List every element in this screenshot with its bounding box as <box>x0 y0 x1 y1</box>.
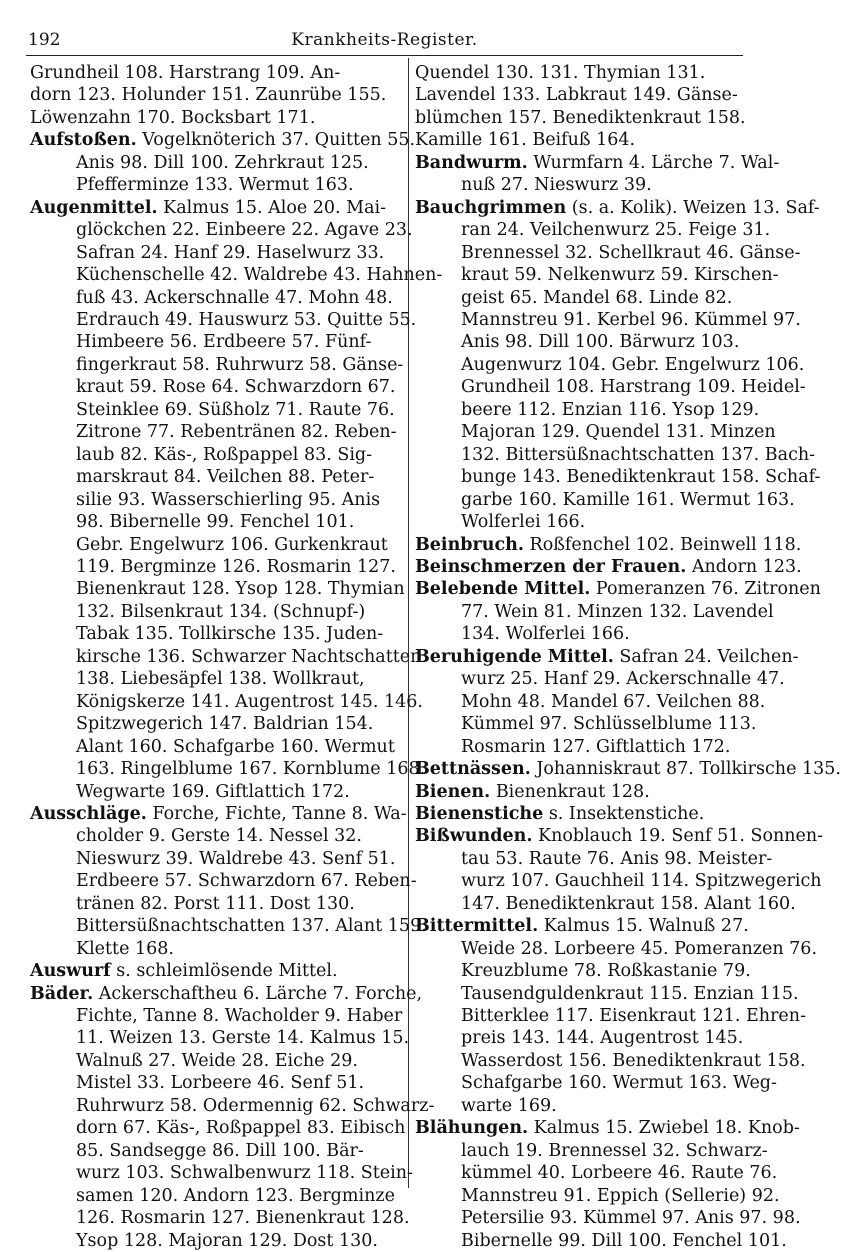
entry-text: Mistel 33. Lorbeere 46. Senf 51. <box>76 1073 365 1094</box>
entry-text: Löwenzahn 170. Bocksbart 171. <box>30 107 316 128</box>
index-term: Beruhigende Mittel. <box>415 646 614 667</box>
entry-text: Erdrauch 49. Hauswurz 53. Quitte 55. <box>76 309 417 330</box>
entry-line <box>30 489 400 511</box>
entry-line <box>415 1185 780 1207</box>
entry-line <box>30 219 413 241</box>
index-term: Bandwurm. <box>415 152 528 173</box>
entry-text: Mohn 48. Mandel 67. Veilchen 88. <box>461 691 766 712</box>
index-term: Belebende Mittel. <box>415 579 591 600</box>
entry-text: Weide 28. Lorbeere 45. Pomeranzen 76. <box>461 938 818 959</box>
entry-first-line <box>30 129 416 151</box>
entry-line <box>30 848 400 870</box>
index-term: Bittermittel. <box>415 916 539 937</box>
index-term: Bauchgrimmen <box>415 197 567 218</box>
entry-text: Erdbeere 57. Schwarzdorn 67. Reben- <box>76 871 417 892</box>
entry-line <box>415 848 773 870</box>
entry-line <box>415 444 816 466</box>
entry-text: kraut 59. Nelkenwurz 59. Kirschen- <box>461 265 779 286</box>
running-title: Krankheits-Register. <box>291 30 478 50</box>
entry-line <box>415 242 801 264</box>
entry-line <box>30 309 417 331</box>
entry-line <box>30 893 400 915</box>
entry-line <box>415 399 760 421</box>
entry-line <box>415 331 751 353</box>
entry-line <box>415 1095 751 1117</box>
entry-text: Quendel 130. 131. Thymian 131. <box>415 63 706 83</box>
entry-first-line <box>415 915 751 937</box>
entry-text: Steinklee 69. Süßholz 71. Raute 76. <box>76 399 395 420</box>
entry-text: 85. Sandsegge 86. Dill 100. Bär- <box>76 1140 364 1161</box>
index-entry-ausschlaege <box>30 803 427 960</box>
entry-line <box>30 623 400 645</box>
entry-text: kraut 59. Rose 64. Schwarzdorn 67. <box>76 377 396 398</box>
index-term: Bißwunden. <box>415 826 533 847</box>
entry-text: dorn 123. Holunder 151. Zaunrübe 155. <box>30 85 387 106</box>
entry-line <box>415 489 795 511</box>
entry-line <box>415 1162 778 1184</box>
entry-text: 126. Rosmarin 127. Bienenkraut 128. <box>76 1208 410 1229</box>
entry-first-line <box>415 758 841 780</box>
entry-text: Wegwarte 169. Giftlattich 172. <box>76 781 350 802</box>
entry-first-line <box>415 62 751 84</box>
entry-text: Klette 168. <box>76 938 174 959</box>
entry-line <box>415 84 751 106</box>
entry-line <box>30 870 417 892</box>
entry-text: Kalmus 15. Zwiebel 18. Knob- <box>528 1118 800 1139</box>
entry-line <box>30 242 400 264</box>
entry-text: Ackerschaftheu 6. Lärche 7. Forche, <box>93 983 423 1004</box>
entry-line <box>30 534 400 556</box>
entry-text: s. Insektenstiche. <box>543 803 705 824</box>
entry-line <box>30 399 400 421</box>
index-term: Beinbruch. <box>415 534 524 555</box>
index-entry-cont <box>415 62 751 152</box>
entry-text: kirsche 136. Schwarzer Nachtschatten <box>76 646 422 667</box>
entry-text: wurz 25. Hanf 29. Ackerschnalle 47. <box>461 669 785 690</box>
entry-line <box>30 1005 403 1027</box>
page-number: 192 <box>28 30 61 50</box>
entry-text: Schafgarbe 160. Wermut 163. Weg- <box>461 1073 777 1094</box>
entry-text: 132. Bittersüßnachtschatten 137. Bach- <box>461 444 816 465</box>
entry-line <box>415 1207 801 1229</box>
entry-text: Majoran 129. Quendel 131. Minzen <box>461 422 776 443</box>
index-term: Ausschläge. <box>30 803 147 824</box>
entry-line <box>30 556 400 578</box>
entry-line <box>415 1230 787 1252</box>
entry-text: Grundheil 108. Harstrang 109. An- <box>30 63 341 83</box>
entry-text: (s. a. Kolik). Weizen 13. Saf- <box>566 197 820 218</box>
entry-line <box>415 623 751 645</box>
entry-text: Augenwurz 104. Gebr. Engelwurz 106. <box>461 354 805 375</box>
entry-text: fuß 43. Ackerschnalle 47. Mohn 48. <box>76 287 393 308</box>
entry-text: samen 120. Andorn 123. Bergminze <box>76 1185 395 1206</box>
index-entry-baeder <box>30 983 435 1252</box>
entry-line <box>415 1027 751 1049</box>
entry-text: s. schleimlösende Mittel. <box>110 961 338 982</box>
page-header <box>26 30 743 58</box>
entry-text: 134. Wolferlei 166. <box>461 624 630 645</box>
entry-line <box>30 1027 410 1049</box>
entry-text: Gebr. Engelwurz 106. Gurkenkraut <box>76 534 388 555</box>
entry-line <box>30 691 423 713</box>
entry-text: Bienenkraut 128. Ysop 128. Thymian <box>76 579 405 600</box>
entry-text: nuß 27. Nieswurz 39. <box>461 175 652 196</box>
entry-text: Mannstreu 91. Kerbel 96. Kümmel 97. <box>461 309 801 330</box>
entry-text: Wolferlei 166. <box>461 512 586 533</box>
entry-line <box>30 84 400 106</box>
entry-line <box>30 376 400 398</box>
index-entry-belebende <box>415 578 821 645</box>
entry-first-line <box>30 803 407 825</box>
entry-first-line <box>415 803 751 825</box>
entry-line <box>415 1005 806 1027</box>
entry-text: beere 112. Enzian 116. Ysop 129. <box>461 399 760 420</box>
entry-text: Andorn 123. <box>686 556 802 577</box>
index-entry-bettnaessen <box>415 758 841 780</box>
entry-line <box>415 1050 806 1072</box>
entry-line <box>30 287 400 309</box>
entry-line <box>30 668 400 690</box>
entry-line <box>415 376 806 398</box>
entry-text: bunge 143. Benediktenkraut 158. Schaf- <box>461 467 821 488</box>
index-entry-bienenstiche <box>415 803 751 825</box>
entry-text: 119. Bergminze 126. Rosmarin 127. <box>76 556 396 577</box>
right-column <box>415 62 841 1252</box>
entry-first-line <box>30 960 400 982</box>
entry-first-line <box>415 825 824 847</box>
index-term: Bettnässen. <box>415 759 531 780</box>
entry-text: Knoblauch 19. Senf 51. Sonnen- <box>532 826 824 847</box>
index-entry-blaehungen <box>415 1117 801 1252</box>
entry-text: 147. Benediktenkraut 158. Alant 160. <box>461 893 796 914</box>
entry-line <box>30 713 400 735</box>
index-entry-bisswunden <box>415 825 824 915</box>
entry-line <box>30 466 400 488</box>
entry-text: Anis 98. Dill 100. Zehrkraut 125. <box>76 152 369 173</box>
left-column <box>30 62 443 1252</box>
index-term: Bienenstiche <box>415 803 544 824</box>
entry-text: Bibernelle 99. Dill 100. Fenchel 101. <box>461 1230 787 1251</box>
entry-line <box>415 219 771 241</box>
entry-text: 132. Bilsenkraut 134. (Schnupf-) <box>76 601 366 622</box>
entry-line <box>30 331 400 353</box>
entry-first-line <box>30 62 400 84</box>
entry-line <box>415 354 805 376</box>
entry-first-line <box>415 646 799 668</box>
entry-text: warte 169. <box>461 1095 557 1116</box>
entry-line <box>415 983 799 1005</box>
entry-text: Kreuzblume 78. Roßkastanie 79. <box>461 961 751 982</box>
entry-text: Tausendguldenkraut 115. Enzian 115. <box>461 983 799 1004</box>
entry-line <box>415 264 779 286</box>
entry-text: wurz 107. Gauchheil 114. Spitzwegerich <box>461 871 822 892</box>
entry-line <box>415 736 751 758</box>
index-entry-beinschmerzen <box>415 556 802 578</box>
entry-text: Spitzwegerich 147. Baldrian 154. <box>76 714 374 735</box>
index-entry-augenmittel <box>30 197 443 803</box>
entry-line <box>415 1140 768 1162</box>
entry-line <box>415 1072 777 1094</box>
entry-line <box>30 915 427 937</box>
entry-text: Bitterklee 117. Eisenkraut 121. Ehren- <box>461 1006 806 1027</box>
entry-line <box>30 938 400 960</box>
entry-line <box>30 421 400 443</box>
entry-line <box>30 511 400 533</box>
index-term: Bäder. <box>30 983 94 1004</box>
index-term: Bienen. <box>415 781 491 802</box>
entry-text: Brennessel 32. Schellkraut 46. Gänse- <box>461 242 801 263</box>
index-entry-bienen <box>415 781 751 803</box>
entry-text: dorn 67. Käs-, Roßpappel 83. Eibisch <box>76 1118 406 1139</box>
entry-text: marskraut 84. Veilchen 88. Peter- <box>76 467 375 488</box>
entry-text: 138. Liebesäpfel 138. Wollkraut, <box>76 669 365 690</box>
entry-line <box>30 1072 400 1094</box>
entry-text: 163. Ringelblume 167. Kornblume 168. <box>76 759 426 780</box>
entry-line <box>415 601 774 623</box>
entry-text: Roßfenchel 102. Beinwell 118. <box>523 534 802 555</box>
entry-text: ran 24. Veilchenwurz 25. Feige 31. <box>461 220 771 241</box>
entry-text: fingerkraut 58. Ruhrwurz 58. Gänse- <box>76 354 404 375</box>
entry-line <box>30 1050 400 1072</box>
entry-text: Bittersüßnachtschatten 137. Alant 159. <box>76 916 427 937</box>
entry-line <box>30 1230 400 1252</box>
entry-text: Vogelknöterich 37. Quitten 55. <box>136 130 416 151</box>
entry-text: Mannstreu 91. Eppich (Sellerie) 92. <box>461 1185 780 1206</box>
entry-text: Grundheil 108. Harstrang 109. Heidel- <box>461 377 806 398</box>
index-entry-auswurf <box>30 960 400 982</box>
entry-text: tau 53. Raute 76. Anis 98. Meister- <box>461 848 773 869</box>
index-entry-bauchgrimmen <box>415 197 821 534</box>
index-term: Beinschmerzen der Frauen. <box>415 556 687 577</box>
entry-text: Wasserdost 156. Benediktenkraut 158. <box>461 1050 806 1071</box>
entry-line <box>415 668 785 690</box>
index-term: Aufstoßen. <box>30 130 137 151</box>
entry-line <box>415 129 751 151</box>
entry-text: Lavendel 133. Labkraut 149. Gänse- <box>415 85 738 106</box>
index-entry-beinbruch <box>415 534 802 556</box>
index-entry-beruhigende <box>415 646 799 758</box>
entry-text: preis 143. 144. Augentrost 145. <box>461 1028 744 1049</box>
entry-line <box>30 781 400 803</box>
index-term: Auswurf <box>30 961 111 982</box>
entry-line <box>30 354 404 376</box>
entry-text: Ruhrwurz 58. Odermennig 62. Schwarz- <box>76 1095 435 1116</box>
entry-first-line <box>415 781 751 803</box>
entry-line <box>415 691 766 713</box>
entry-text: Pfefferminze 133. Wermut 163. <box>76 175 354 196</box>
entry-first-line <box>415 578 821 600</box>
entry-text: cholder 9. Gerste 14. Nessel 32. <box>76 826 362 847</box>
entry-line <box>415 893 796 915</box>
index-entry-aufstossen <box>30 129 416 196</box>
entry-text: Kümmel 97. Schlüsselblume 113. <box>461 714 757 735</box>
index-term: Augenmittel. <box>30 197 158 218</box>
entry-text: blümchen 157. Benediktenkraut 158. <box>415 107 746 128</box>
entry-text: 98. Bibernelle 99. Fenchel 101. <box>76 512 355 533</box>
entry-text: tränen 82. Porst 111. Dost 130. <box>76 893 355 914</box>
entry-line <box>415 174 751 196</box>
entry-line <box>30 1117 406 1139</box>
entry-line <box>30 601 400 623</box>
entry-line <box>415 107 751 129</box>
entry-line <box>415 938 818 960</box>
index-entry-bandwurm <box>415 152 780 197</box>
entry-text: Bienenkraut 128. <box>490 781 650 802</box>
entry-text: Rosmarin 127. Giftlattich 172. <box>461 736 731 757</box>
entry-text: Forche, Fichte, Tanne 8. Wa- <box>146 803 407 824</box>
entry-text: Küchenschelle 42. Waldrebe 43. Hahnen- <box>76 265 443 286</box>
entry-line <box>30 1185 400 1207</box>
entry-text: Safran 24. Veilchen- <box>613 646 799 667</box>
entry-first-line <box>415 152 780 174</box>
entry-text: Petersilie 93. Kümmel 97. Anis 97. 98. <box>461 1208 801 1229</box>
entry-line <box>415 960 751 982</box>
entry-line <box>30 174 400 196</box>
entry-first-line <box>415 1117 800 1139</box>
entry-text: Königskerze 141. Augentrost 145. 146. <box>76 691 423 712</box>
entry-text: 77. Wein 81. Minzen 132. Lavendel <box>461 601 774 622</box>
entry-text: Kamille 161. Beifuß 164. <box>415 130 636 151</box>
entry-text: garbe 160. Kamille 161. Wermut 163. <box>461 489 795 510</box>
header-rule <box>26 55 743 56</box>
entry-line <box>415 421 776 443</box>
entry-first-line <box>415 534 802 556</box>
entry-line <box>415 466 821 488</box>
entry-text: Nieswurz 39. Waldrebe 43. Senf 51. <box>76 848 396 869</box>
entry-text: wurz 103. Schwalbenwurz 118. Stein- <box>76 1163 413 1184</box>
entry-line <box>30 444 400 466</box>
entry-line <box>415 870 822 892</box>
entry-first-line <box>30 983 423 1005</box>
entry-text: Ysop 128. Majoran 129. Dost 130. <box>76 1230 378 1251</box>
entry-line <box>30 825 400 847</box>
entry-line <box>30 758 426 780</box>
entry-text: Walnuß 27. Weide 28. Eiche 29. <box>76 1050 358 1071</box>
entry-line <box>30 736 400 758</box>
entry-text: lauch 19. Brennessel 32. Schwarz- <box>461 1140 768 1161</box>
entry-text: Pomeranzen 76. Zitronen <box>590 579 821 600</box>
entry-text: kümmel 40. Lorbeere 46. Raute 76. <box>461 1163 778 1184</box>
index-entry-cont <box>30 62 400 129</box>
entry-line <box>30 1207 410 1229</box>
entry-line <box>30 1162 413 1184</box>
entry-text: Fichte, Tanne 8. Wacholder 9. Haber <box>76 1006 403 1027</box>
entry-line <box>30 646 422 668</box>
entry-line <box>30 107 400 129</box>
entry-text: Johanniskraut 87. Tollkirsche 135. <box>530 759 841 780</box>
entry-first-line <box>415 197 820 219</box>
entry-line <box>415 511 751 533</box>
index-entry-bittermittel <box>415 915 818 1117</box>
entry-line <box>30 264 443 286</box>
entry-text: Anis 98. Dill 100. Bärwurz 103. <box>461 332 740 353</box>
entry-text: Himbeere 56. Erdbeere 57. Fünf- <box>76 332 372 353</box>
entry-text: Safran 24. Hanf 29. Haselwurz 33. <box>76 242 385 263</box>
entry-text: Tabak 135. Tollkirsche 135. Juden- <box>76 624 384 645</box>
entry-line <box>415 309 801 331</box>
index-term: Blähungen. <box>415 1118 529 1139</box>
entry-line <box>30 1095 435 1117</box>
entry-line <box>415 287 751 309</box>
entry-line <box>30 152 400 174</box>
entry-first-line <box>415 556 802 578</box>
entry-line <box>415 713 757 735</box>
entry-first-line <box>30 197 400 219</box>
entry-text: laub 82. Käs-, Roßpappel 83. Sig- <box>76 444 373 465</box>
entry-text: Kalmus 15. Walnuß 27. <box>538 916 749 937</box>
entry-text: silie 93. Wasserschierling 95. Anis <box>76 489 381 510</box>
entry-text: Kalmus 15. Aloe 20. Mai- <box>157 197 387 218</box>
entry-text: Wurmfarn 4. Lärche 7. Wal- <box>527 152 780 173</box>
entry-text: geist 65. Mandel 68. Linde 82. <box>461 287 733 308</box>
entry-text: 11. Weizen 13. Gerste 14. Kalmus 15. <box>76 1028 410 1049</box>
entry-text: Zitrone 77. Rebentränen 82. Reben- <box>76 422 397 443</box>
entry-line <box>30 1140 400 1162</box>
entry-text: glöckchen 22. Einbeere 22. Agave 23. <box>76 220 413 241</box>
entry-text: Alant 160. Schafgarbe 160. Wermut <box>76 736 395 757</box>
entry-line <box>30 578 405 600</box>
